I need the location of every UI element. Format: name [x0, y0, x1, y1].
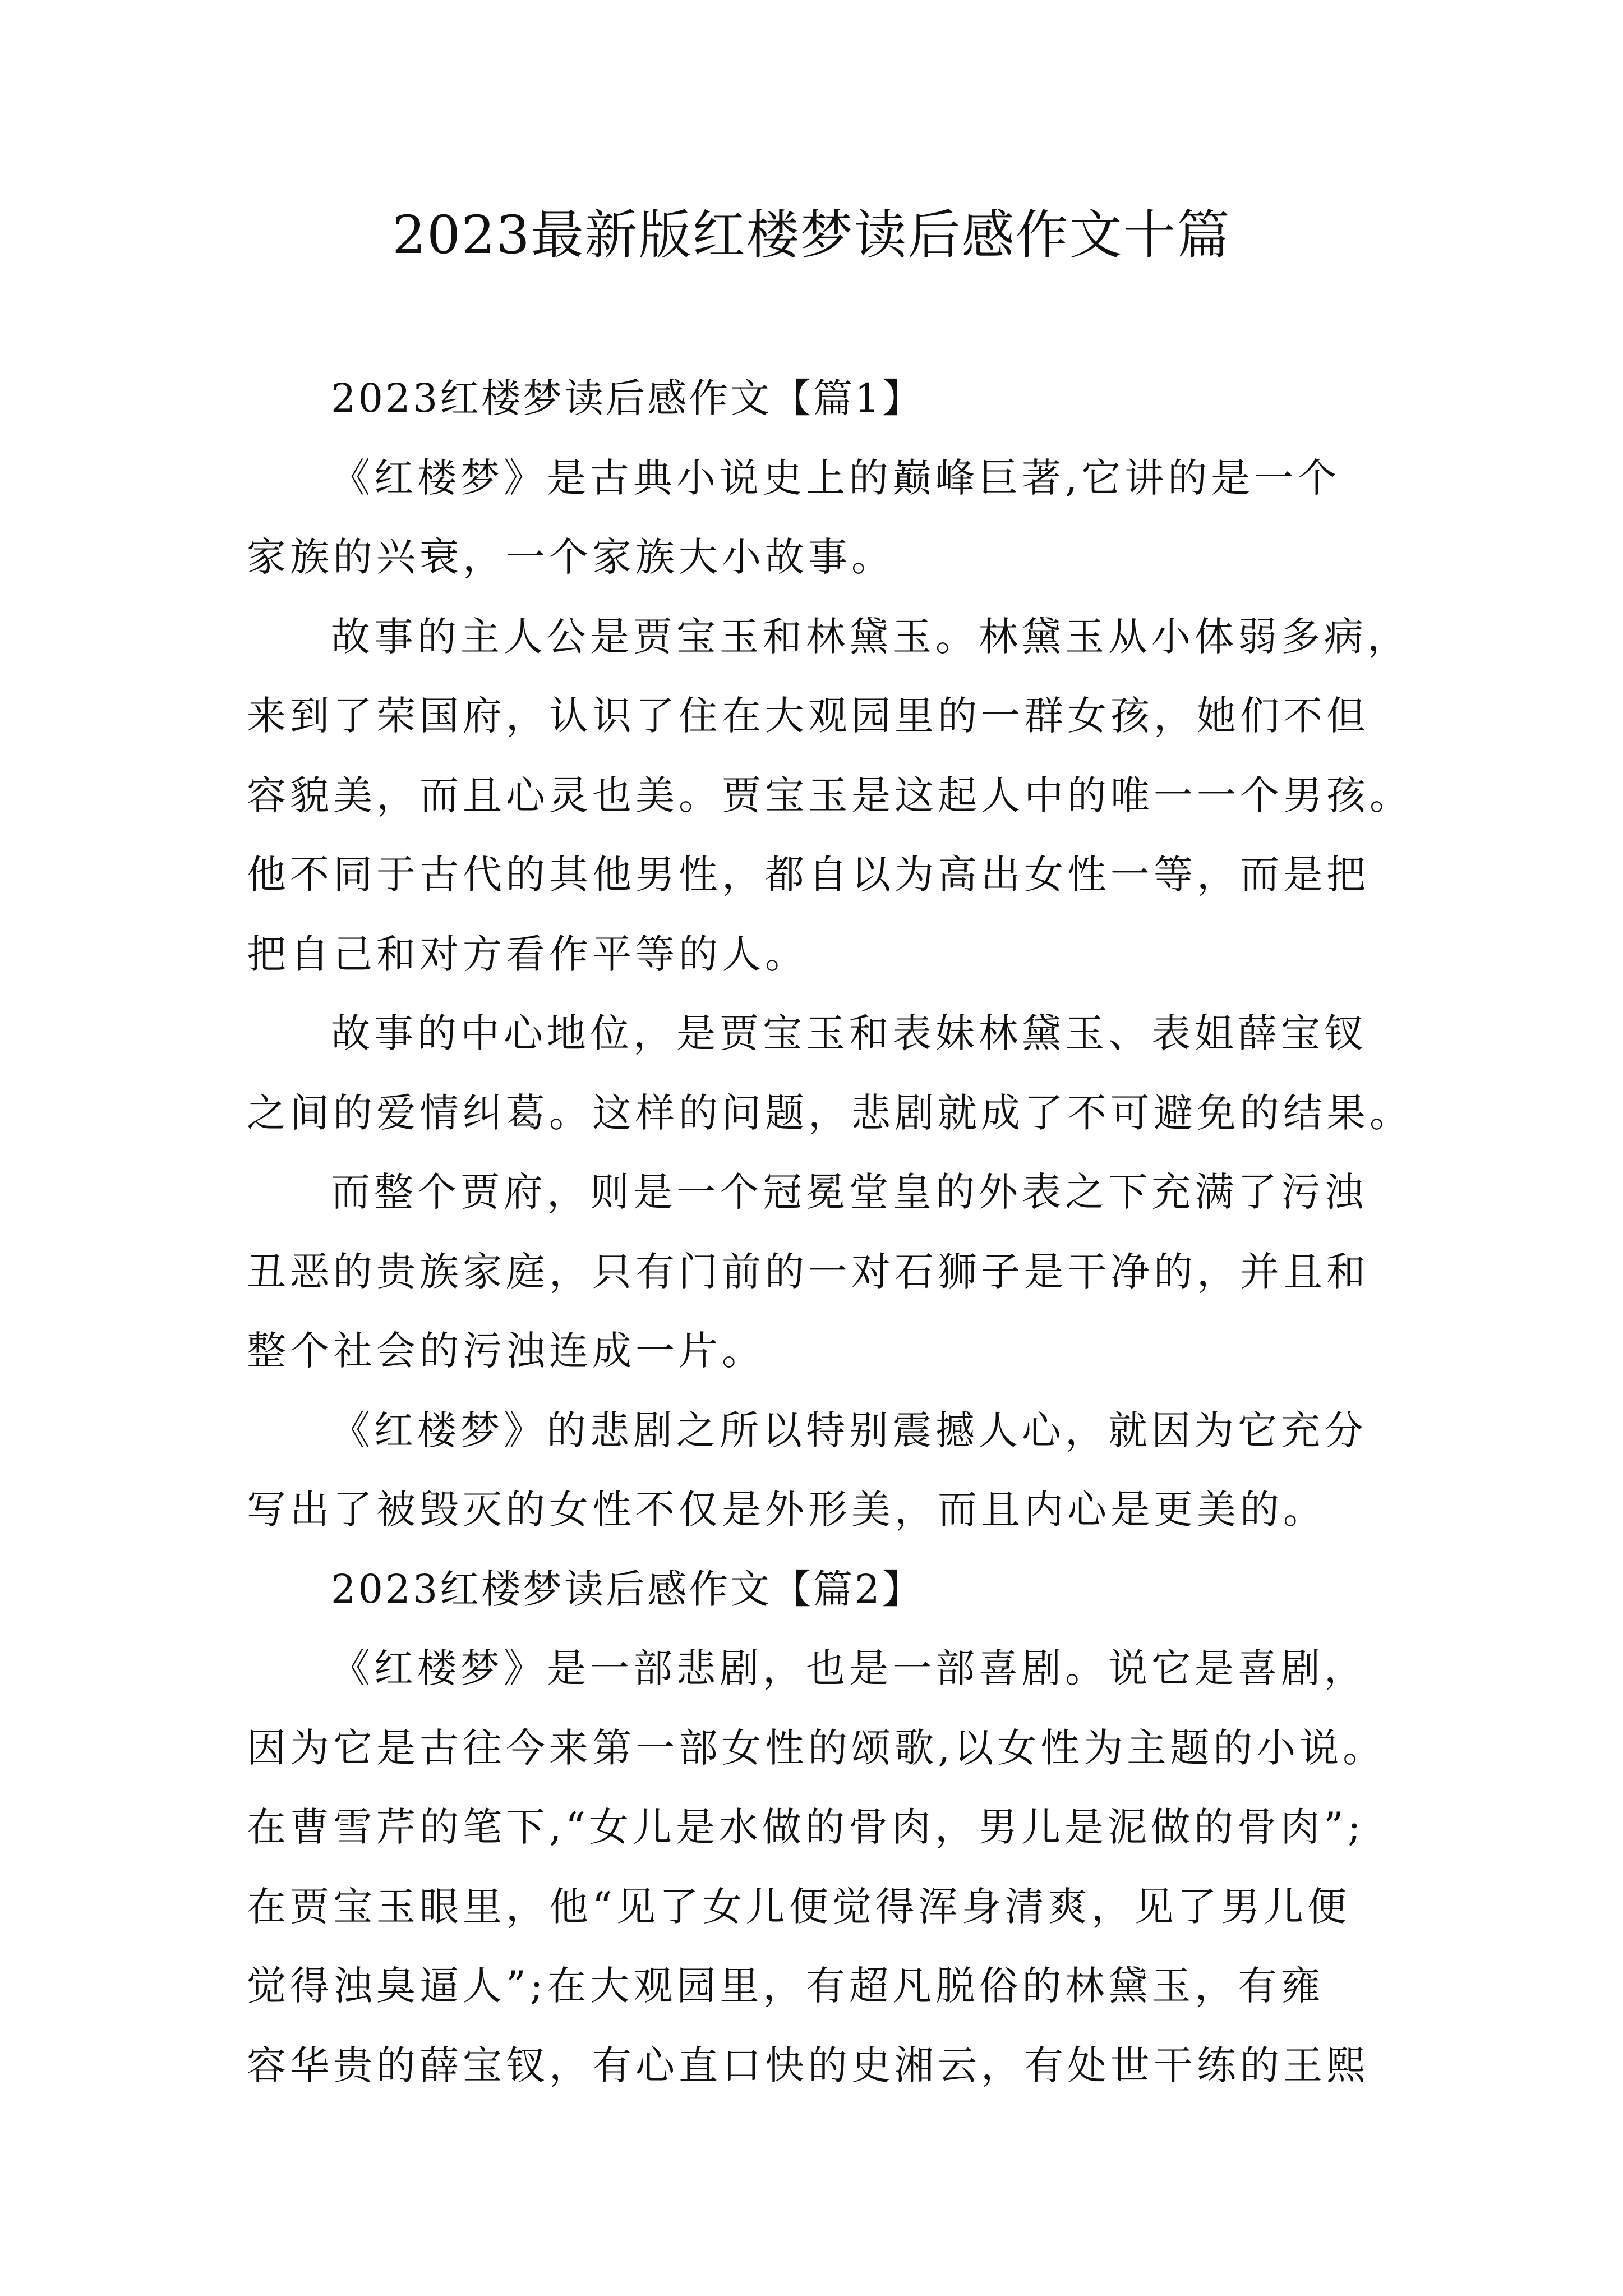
paragraph-line: 觉得浊臭逼人”;在大观园里，有超凡脱俗的林黛玉，有雍 [247, 1963, 1325, 2009]
section-heading-2: 2023红楼梦读后感作文【篇2】 [331, 1566, 924, 1612]
paragraph-line: 故事的中心地位，是贾宝玉和表妹林黛玉、表姐薛宝钗 [331, 1010, 1367, 1056]
paragraph-line: 之间的爱情纠葛。这样的问题，悲剧就成了不可避免的结果。 [247, 1089, 1413, 1136]
paragraph-line: 来到了荣国府，认识了住在大观园里的一群女孩，她们不但 [247, 693, 1370, 739]
paragraph-line: 《红楼梦》的悲剧之所以特别震撼人心，就因为它充分 [331, 1407, 1367, 1453]
paragraph-line: 而整个贾府，则是一个冠冕堂皇的外表之下充满了污浊 [331, 1169, 1367, 1215]
paragraph-line: 容华贵的薛宝钗，有心直口快的史湘云，有处世干练的王熙 [247, 2042, 1370, 2088]
section-heading-1: 2023红楼梦读后感作文【篇1】 [331, 375, 924, 421]
paragraph-line: 《红楼梦》是一部悲剧，也是一部喜剧。说它是喜剧， [331, 1645, 1367, 1691]
paragraph-line: 他不同于古代的其他男性，都自以为高出女性一等，而是把 [247, 852, 1370, 898]
paragraph-line: 整个社会的污浊连成一片。 [247, 1328, 765, 1374]
paragraph-line: 家族的兴衰，一个家族大小故事。 [247, 534, 895, 580]
paragraph-line: 在贾宝玉眼里，他“见了女儿便觉得浑身清爽，见了男儿便 [247, 1883, 1350, 1930]
paragraph-line: 把自己和对方看作平等的人。 [247, 931, 808, 977]
document-title: 2023最新版红楼梦读后感作文十篇 [392, 205, 1231, 266]
paragraph-line: 《红楼梦》是古典小说史上的巅峰巨著,它讲的是一个 [331, 454, 1341, 501]
paragraph-line: 在曹雪芹的笔下,“女儿是水做的骨肉，男儿是泥做的骨肉”; [247, 1804, 1365, 1850]
paragraph-line: 容貌美，而且心灵也美。贾宝玉是这起人中的唯一一个男孩。 [247, 772, 1413, 818]
document-body [247, 359, 1424, 2105]
paragraph-line: 写出了被毁灭的女性不仅是外形美，而且内心是更美的。 [247, 1487, 1326, 1533]
paragraph-line: 因为它是古往今来第一部女性的颂歌,以女性为主题的小说。 [247, 1724, 1386, 1771]
paragraph-line: 丑恶的贵族家庭，只有门前的一对石狮子是干净的，并且和 [247, 1248, 1370, 1295]
paragraph-line: 故事的主人公是贾宝玉和林黛玉。林黛玉从小体弱多病， [331, 613, 1410, 660]
